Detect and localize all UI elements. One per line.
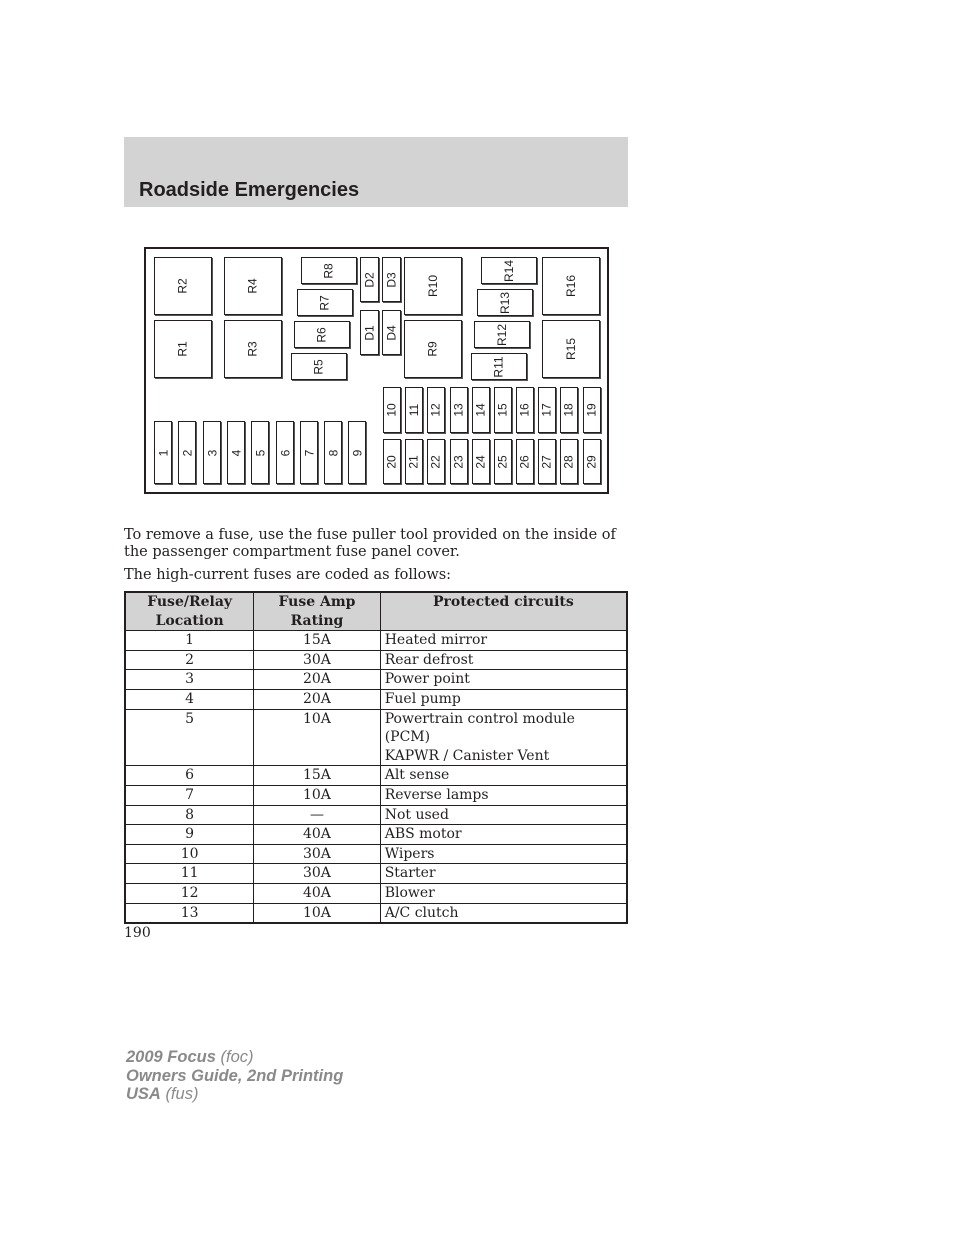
relay-r3: R3 bbox=[224, 320, 282, 378]
relay-r8: R8 bbox=[301, 257, 357, 284]
diode-d2: D2 bbox=[360, 257, 379, 302]
diode-d3: D3 bbox=[382, 257, 401, 302]
relay-r14: R14 bbox=[481, 257, 537, 284]
table-row: 4 20A Fuel pump bbox=[125, 689, 627, 709]
section-header bbox=[124, 137, 628, 207]
table-row: 1 15A Heated mirror bbox=[125, 631, 627, 651]
header-protected-circuits: Protected circuits bbox=[380, 592, 627, 631]
table-row: 12 40A Blower bbox=[125, 883, 627, 903]
relay-r2: R2 bbox=[154, 257, 212, 315]
fuse-1: 1 bbox=[154, 421, 172, 484]
fuse-11: 11 bbox=[405, 387, 423, 433]
fuse-28: 28 bbox=[560, 439, 578, 484]
diode-d4: D4 bbox=[382, 310, 401, 355]
fuse-20: 20 bbox=[383, 439, 401, 484]
header-amp-rating: Fuse Amp Rating bbox=[254, 592, 380, 631]
fuse-24: 24 bbox=[472, 439, 490, 484]
fuse-table bbox=[124, 591, 628, 924]
fuse-25: 25 bbox=[494, 439, 512, 484]
relay-r12: R12 bbox=[474, 321, 530, 348]
relay-r6: R6 bbox=[294, 321, 350, 348]
fuse-17: 17 bbox=[538, 387, 556, 433]
fuse-15: 15 bbox=[494, 387, 512, 433]
table-row: 10 30A Wipers bbox=[125, 844, 627, 864]
table-row: 11 30A Starter bbox=[125, 864, 627, 884]
fuse-10: 10 bbox=[383, 387, 401, 433]
table-row: 3 20A Power point bbox=[125, 670, 627, 690]
remove-fuse-paragraph: To remove a fuse, use the fuse puller tool provided on the inside of the passenger compartment fuse panel cover. bbox=[124, 527, 616, 560]
fuse-9: 9 bbox=[348, 421, 366, 484]
relay-r16: R16 bbox=[542, 257, 600, 315]
fuse-panel-diagram bbox=[144, 247, 609, 494]
relay-r4: R4 bbox=[224, 257, 282, 315]
fuse-3: 3 bbox=[203, 421, 221, 484]
fuse-29: 29 bbox=[583, 439, 601, 484]
relay-r10: R10 bbox=[404, 257, 462, 315]
fuse-13: 13 bbox=[450, 387, 468, 433]
relay-r9: R9 bbox=[404, 320, 462, 378]
fuse-8: 8 bbox=[324, 421, 342, 484]
diode-d1: D1 bbox=[360, 310, 379, 355]
table-row: 9 40A ABS motor bbox=[125, 825, 627, 845]
header-location: Fuse/Relay Location bbox=[125, 592, 254, 631]
fuse-14: 14 bbox=[472, 387, 490, 433]
relay-r7: R7 bbox=[297, 289, 353, 316]
relay-r11: R11 bbox=[471, 353, 527, 380]
table-row: 6 15A Alt sense bbox=[125, 766, 627, 786]
page-number: 190 bbox=[124, 925, 151, 941]
fuse-2: 2 bbox=[178, 421, 196, 484]
document-footer: 2009 Focus (foc) Owners Guide, 2nd Printing USA (fus) bbox=[126, 1048, 344, 1103]
table-row: 8 — Not used bbox=[125, 805, 627, 825]
fuse-18: 18 bbox=[560, 387, 578, 433]
fuse-26: 26 bbox=[516, 439, 534, 484]
fuse-23: 23 bbox=[450, 439, 468, 484]
fuse-7: 7 bbox=[300, 421, 318, 484]
fuse-16: 16 bbox=[516, 387, 534, 433]
table-row: 13 10A A/C clutch bbox=[125, 903, 627, 923]
fuse-6: 6 bbox=[276, 421, 294, 484]
fuse-21: 21 bbox=[405, 439, 423, 484]
fuse-19: 19 bbox=[583, 387, 601, 433]
relay-r15: R15 bbox=[542, 320, 600, 378]
section-title: Roadside Emergencies bbox=[139, 179, 360, 201]
fuse-4: 4 bbox=[227, 421, 245, 484]
table-header-row bbox=[125, 592, 627, 631]
table-row: 5 10A Powertrain control module (PCM) KAPWR / Canister Vent bbox=[125, 709, 627, 766]
relay-r13: R13 bbox=[477, 289, 533, 316]
fuse-22: 22 bbox=[427, 439, 445, 484]
relay-r5: R5 bbox=[291, 353, 347, 380]
coded-fuses-paragraph: The high-current fuses are coded as follows: bbox=[124, 567, 452, 583]
fuse-12: 12 bbox=[427, 387, 445, 433]
table-row: 7 10A Reverse lamps bbox=[125, 785, 627, 805]
relay-r1: R1 bbox=[154, 320, 212, 378]
table-row: 2 30A Rear defrost bbox=[125, 650, 627, 670]
fuse-27: 27 bbox=[538, 439, 556, 484]
fuse-5: 5 bbox=[251, 421, 269, 484]
